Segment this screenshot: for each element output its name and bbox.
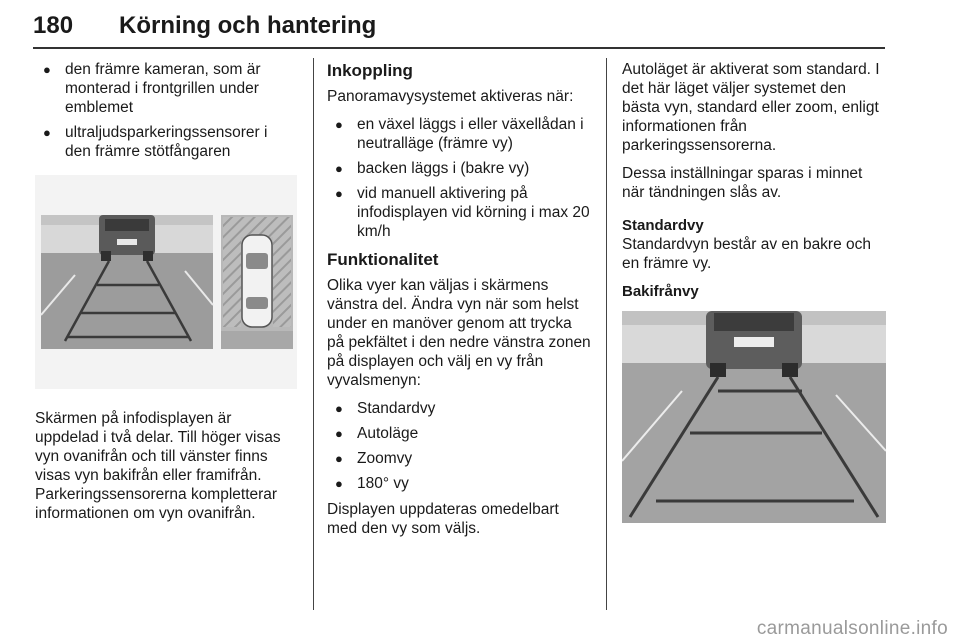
list-item: ● en växel läggs i eller växellådan i neutralläge (främre vy) bbox=[335, 116, 584, 152]
top-view bbox=[221, 215, 293, 349]
list-item: ● vid manuell aktivering på infodisplayen vid körning i max 20 km/h bbox=[335, 185, 590, 240]
column-2 bbox=[327, 60, 593, 547]
page-header bbox=[33, 6, 885, 50]
column-divider bbox=[606, 58, 607, 610]
view-list bbox=[327, 399, 593, 493]
column-3 bbox=[622, 60, 886, 523]
standard-view-text: Standardvyn består av en bakre och en främre vy. bbox=[622, 236, 872, 272]
activation-intro: Panoramavysystemet aktiveras när: bbox=[327, 88, 574, 105]
closing-text: Displayen uppdateras omedelbart med den vy som väljs. bbox=[327, 501, 559, 537]
rear-view-heading: Bakifrånvy bbox=[622, 283, 699, 300]
page-number: 180 bbox=[33, 12, 74, 39]
list-item: ● 180° vy bbox=[335, 475, 409, 492]
functionality-text: Olika vyer kan väljas i skärmens vänstra del. Ändra vyn när som helst under en manöver genom att trycka på pekfältet i den nedre vänstra zonen på displayen och välj en vy från vyvalsmenyn: bbox=[327, 277, 591, 389]
column-divider bbox=[313, 58, 314, 610]
list-item: ● Autoläge bbox=[335, 425, 419, 442]
chapter-title: Körning och hantering bbox=[119, 12, 377, 39]
bullet-list bbox=[35, 60, 297, 161]
rear-view-illustration bbox=[622, 311, 886, 523]
display-description: Skärmen på infodisplayen är uppdelad i två delar. Till höger visas vyn ovanifrån och till vänster finns visas vyn bakifrån eller framifrån. Parkeringssensorerna kompletterar informationen om vyn ovanifrån. bbox=[35, 410, 281, 522]
section-heading-funktionalitet: Funktionalitet bbox=[327, 250, 439, 269]
column-1 bbox=[35, 60, 297, 532]
standard-view-heading: Standardvy bbox=[622, 217, 704, 234]
camera-display-illustration bbox=[35, 175, 297, 389]
list-item: ● backen läggs i (bakre vy) bbox=[335, 160, 530, 177]
list-item: ● den främre kameran, som är monterad i frontgrillen under emblemet bbox=[43, 61, 261, 116]
list-item: ● ultraljudsparkeringssensorer i den främre stötfångaren bbox=[43, 124, 268, 160]
watermark: carmanualsonline.info bbox=[756, 618, 948, 639]
activation-list bbox=[327, 115, 593, 241]
settings-saved-text: Dessa inställningar sparas i minnet när tändningen slås av. bbox=[622, 165, 863, 201]
header-divider bbox=[33, 47, 885, 49]
rear-camera-view bbox=[41, 215, 213, 349]
auto-mode-text: Autoläget är aktiverat som standard. I det här läget väljer systemet den bästa vyn, standard eller zoom, enligt informationen från parkeringssensorerna. bbox=[622, 61, 880, 154]
section-heading-inkoppling: Inkoppling bbox=[327, 61, 413, 80]
list-item: ● Zoomvy bbox=[335, 450, 413, 467]
list-item: ● Standardvy bbox=[335, 400, 436, 417]
